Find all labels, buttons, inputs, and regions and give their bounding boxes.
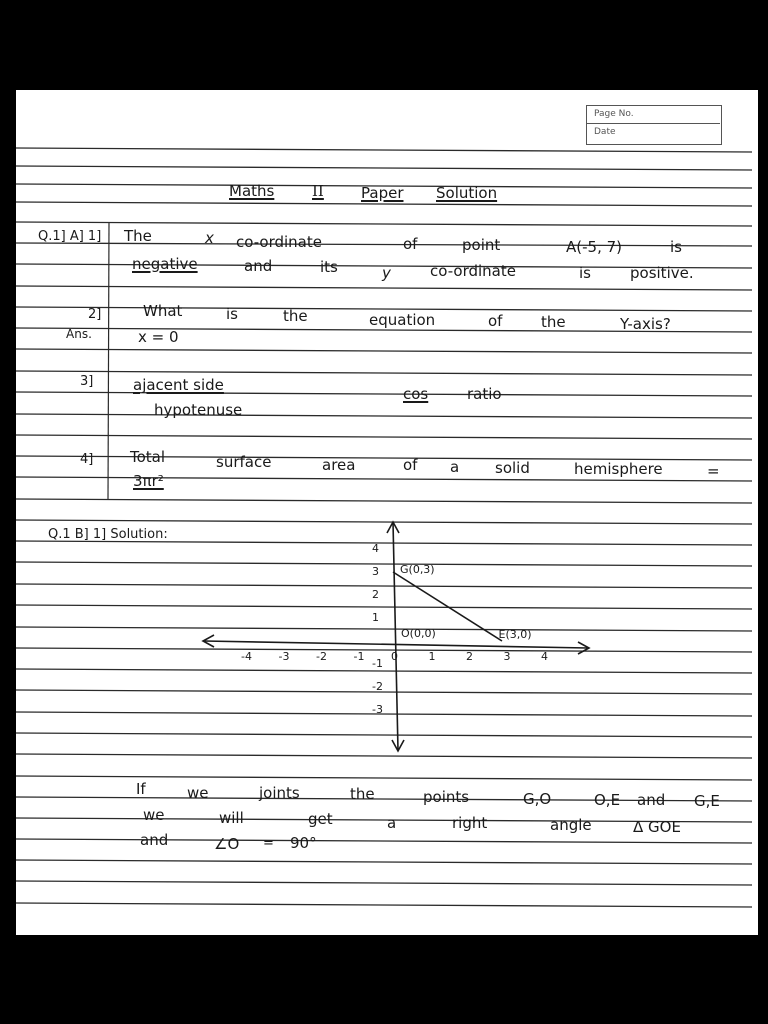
point-label-e: E(3,0) — [498, 628, 532, 641]
conclusion-word: a — [387, 814, 397, 832]
y-tick-label: -3 — [372, 703, 383, 716]
y-tick-label: 4 — [372, 542, 379, 555]
conclusion-word: ∠O — [214, 835, 240, 853]
q1a-word: co-ordinate — [236, 233, 322, 251]
conclusion-word: get — [308, 810, 333, 828]
conclusion-word: Δ GOE — [633, 818, 681, 836]
q1a-word: negative — [132, 255, 198, 273]
title-word: Maths — [229, 182, 275, 200]
q1a-word: A(-5, 7) — [566, 238, 623, 256]
answer-label: Ans. — [66, 327, 92, 341]
q4-word: a — [450, 458, 460, 476]
q1a-word: and — [244, 257, 273, 275]
q1a-word: x — [205, 229, 214, 247]
q2-word: of — [488, 312, 503, 330]
conclusion-word: and — [140, 831, 169, 849]
conclusion-word: right — [452, 814, 488, 832]
title-word: Paper — [361, 184, 404, 202]
conclusion-word: and — [637, 791, 666, 809]
y-tick-label: 3 — [372, 565, 379, 578]
point-label-o: O(0,0) — [401, 627, 436, 640]
x-tick-label: 3 — [503, 650, 511, 663]
answer-text: x = 0 — [138, 328, 179, 346]
conclusion-word: points — [423, 788, 470, 806]
y-tick-label: -2 — [372, 680, 383, 693]
title-word: II — [312, 182, 324, 200]
q2-word: equation — [369, 311, 436, 329]
conclusion-word: G,E — [694, 792, 720, 810]
q4-word: hemisphere — [574, 460, 663, 478]
q4-word: = — [707, 462, 720, 480]
q1a-label: Q.1] A] 1] — [38, 229, 102, 244]
q1a-word: y — [382, 264, 391, 282]
conclusion-word: 90° — [290, 834, 317, 852]
x-tick-label: -3 — [278, 650, 290, 663]
x-tick-label: -1 — [353, 650, 365, 663]
conclusion-word: If — [136, 780, 146, 798]
q2-word: the — [541, 313, 566, 331]
q4-word: area — [322, 456, 356, 474]
q1a-word: positive. — [630, 264, 694, 282]
q1a-word: is — [670, 238, 682, 256]
x-tick-label: 0 — [391, 650, 398, 663]
q3-line2: hypotenuse — [154, 401, 243, 419]
conclusion-word: joints — [259, 784, 300, 802]
q1a-word: The — [124, 227, 152, 245]
title-word: Solution — [436, 184, 498, 202]
conclusion-word: angle — [550, 816, 592, 834]
q2-number: 2] — [88, 307, 102, 322]
q3-word: cos — [403, 385, 429, 403]
x-tick-label: 2 — [466, 650, 473, 663]
q4-number: 4] — [80, 452, 94, 467]
q3-number: 3] — [80, 374, 94, 389]
conclusion-word: O,E — [594, 791, 621, 809]
q3-word: ajacent side — [133, 376, 224, 394]
conclusion-word: = — [263, 836, 274, 851]
x-tick-label: -2 — [316, 650, 327, 663]
q1a-word: point — [462, 236, 501, 254]
y-tick-label: 1 — [372, 611, 379, 624]
q1a-word: its — [320, 258, 338, 276]
q4-word: surface — [216, 453, 272, 471]
q1a-word: of — [403, 235, 418, 253]
conclusion-word: the — [350, 785, 375, 803]
q1a-word: is — [579, 264, 591, 282]
q2-word: Y-axis? — [620, 315, 671, 333]
x-tick-label: 4 — [541, 650, 548, 663]
x-tick-label: -4 — [241, 650, 252, 663]
y-tick-label: 2 — [372, 588, 379, 601]
y-tick-label: -1 — [372, 657, 383, 670]
date-label: Date — [594, 127, 616, 137]
q1a-word: co-ordinate — [430, 262, 516, 280]
conclusion-word: will — [219, 809, 244, 827]
conclusion-word: G,O — [523, 790, 552, 808]
q2-word: is — [226, 305, 238, 323]
conclusion-word: we — [143, 806, 165, 824]
q3-word: ratio — [467, 385, 502, 403]
q4-answer: 3πr² — [133, 472, 164, 490]
q2-word: the — [283, 307, 308, 325]
q1b-label: Q.1 B] 1] Solution: — [48, 527, 168, 542]
y-axis — [393, 522, 398, 750]
x-tick-label: 1 — [428, 650, 436, 663]
page-no-label: Page No. — [594, 109, 634, 119]
q4-word: of — [403, 456, 418, 474]
point-label-g: G(0,3) — [400, 563, 435, 576]
q2-word: What — [143, 302, 183, 320]
q4-word: Total — [130, 448, 166, 466]
conclusion-word: we — [187, 784, 209, 802]
q4-word: solid — [495, 459, 530, 477]
